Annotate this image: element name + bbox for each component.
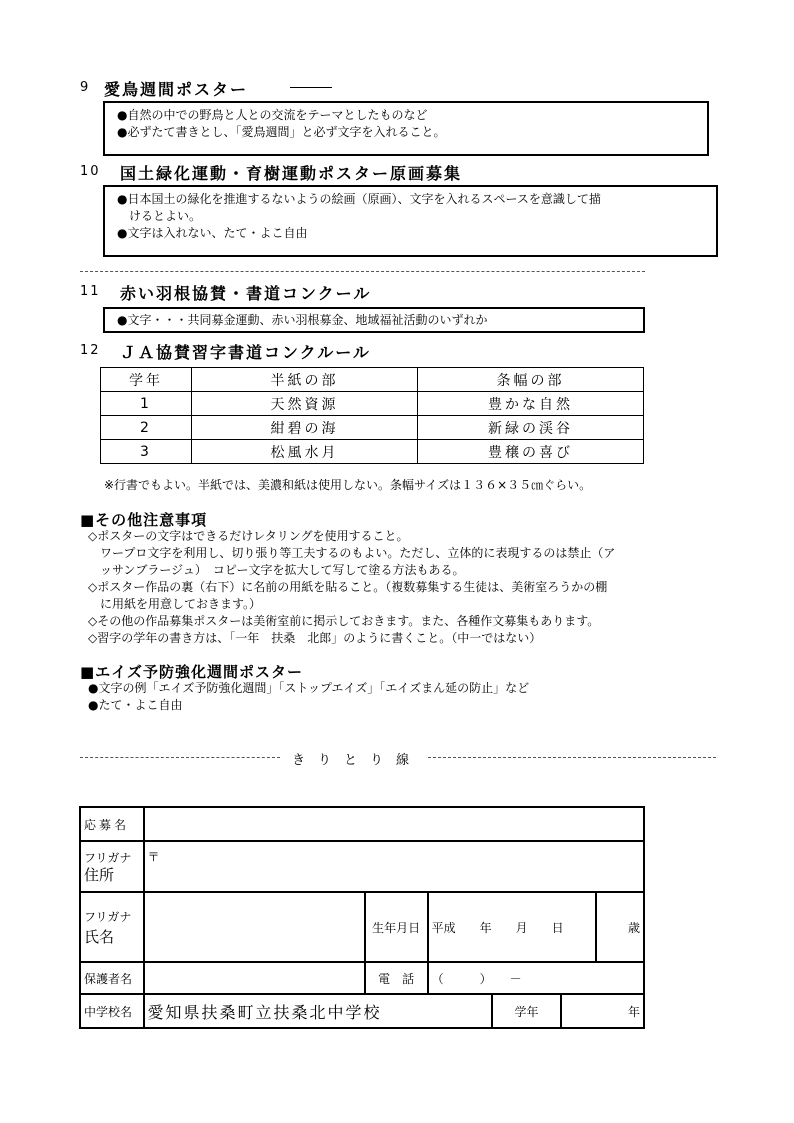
aids-list bbox=[88, 680, 529, 714]
section-10-title: 国土緑化運動・育樹運動ポスター原画募集 bbox=[120, 164, 463, 183]
table-row bbox=[101, 392, 644, 416]
aids-line: ●文字の例「エイズ予防強化週間」「ストップエイズ」「エイズまん延の防止」など bbox=[88, 681, 530, 695]
grade-label: 学年 bbox=[492, 994, 562, 1028]
furigana-label: フリガナ bbox=[84, 850, 132, 865]
other-notes-list bbox=[88, 528, 615, 647]
section-12-title: ＪＡ協賛習字書道コンクルール bbox=[120, 343, 371, 362]
applicant-label: 応募名 bbox=[80, 807, 144, 841]
section-11-title: 赤い羽根協賛・書道コンクール bbox=[120, 284, 372, 303]
section-9-item: ●必ずたて書きとし、「愛鳥週間」と必ず文字を入れること。 bbox=[117, 125, 446, 139]
name-field[interactable] bbox=[144, 892, 365, 962]
grade-field[interactable] bbox=[561, 994, 644, 1028]
guardian-label: 保護者名 bbox=[80, 962, 144, 994]
address-label: 住所 bbox=[84, 865, 115, 884]
table-cell: 紺碧の海 bbox=[192, 416, 418, 440]
note-line: ◇習字の学年の書き方は、「一年 扶桑 北郎」のように書くこと。（中一ではない） bbox=[88, 631, 542, 645]
cut-line-label: き り と り 線 bbox=[292, 753, 410, 768]
address-label-cell bbox=[80, 841, 144, 892]
table-header-row bbox=[101, 368, 644, 392]
table-cell: 新緑の渓谷 bbox=[418, 416, 644, 440]
phone-field[interactable]: （ ） － bbox=[428, 962, 644, 994]
section-9-box bbox=[103, 101, 709, 156]
note-line: ワープロ文字を利用し、切り張り等工夫するのもよい。ただし、立体的に表現するのは禁止（ア bbox=[88, 546, 616, 560]
section-9-title: 愛鳥週間ポスター bbox=[104, 80, 249, 99]
note-line: ◇ポスターの文字はできるだけレタリングを使用すること。 bbox=[88, 529, 409, 543]
note-line: に用紙を用意しておきます。） bbox=[88, 597, 262, 611]
section-11-box bbox=[103, 307, 645, 333]
table-header: 半紙の部 bbox=[192, 368, 418, 392]
section-11-number: 11 bbox=[80, 284, 101, 299]
furigana-label: フリガナ bbox=[84, 910, 132, 924]
table-row bbox=[101, 440, 644, 464]
section-10-box bbox=[103, 185, 718, 257]
table-cell: 2 bbox=[101, 416, 192, 440]
table-cell: 3 bbox=[101, 440, 192, 464]
divider bbox=[80, 271, 645, 272]
note-line: ッサンブラージュ） コピー文字を拡大して写して塗る方法もある。 bbox=[88, 563, 465, 577]
table-cell: 天然資源 bbox=[192, 392, 418, 416]
birth-field[interactable]: 平成 年 月 日 bbox=[428, 892, 597, 962]
name-label: 氏名 bbox=[84, 928, 115, 946]
section-11-item: ●文字・・・共同募金運動、赤い羽根募金、地域福祉活動のいずれか bbox=[117, 313, 488, 327]
guardian-field[interactable] bbox=[144, 962, 365, 994]
birth-label: 生年月日 bbox=[365, 892, 428, 962]
entry-form bbox=[79, 806, 645, 1029]
table-cell: 松風水月 bbox=[192, 440, 418, 464]
table-note: ※行書でもよい。半紙では、美濃和紙は使用しない。条幅サイズは１３６×３５㎝ぐらい。 bbox=[104, 478, 592, 492]
grade-suffix: 年 bbox=[627, 1004, 640, 1019]
cut-line-left bbox=[80, 757, 280, 758]
name-label-cell bbox=[80, 892, 144, 962]
aids-title: ■エイズ予防強化週間ポスター bbox=[80, 663, 304, 681]
other-notes-title: ■その他注意事項 bbox=[80, 511, 208, 529]
age-label: 歳 bbox=[627, 920, 640, 935]
table-cell: 豊穣の喜び bbox=[418, 440, 644, 464]
note-line: ◇ポスター作品の裏（右下）に名前の用紙を貼ること。（複数募集する生徒は、美術室ろうかの棚 bbox=[88, 580, 608, 594]
section-10-number: 10 bbox=[80, 164, 101, 179]
section-9-item: ●自然の中での野鳥と人との交流をテーマとしたものなど bbox=[117, 108, 428, 122]
section-9-number: 9 bbox=[80, 80, 91, 95]
age-field[interactable] bbox=[596, 892, 644, 962]
section-10-item: ●日本国土の緑化を推進するないようの絵画（原画）、文字を入れるスペースを意識して描 bbox=[117, 192, 601, 206]
applicant-field[interactable] bbox=[144, 807, 644, 841]
phone-label: 電 話 bbox=[365, 962, 428, 994]
table-cell: 豊かな自然 bbox=[418, 392, 644, 416]
school-label: 中学校名 bbox=[80, 994, 144, 1028]
table-header: 学年 bbox=[101, 368, 192, 392]
postal-mark: 〒 bbox=[147, 850, 160, 864]
section-10-item: ●文字は入れない、たて・よこ自由 bbox=[117, 226, 308, 240]
table-cell: 1 bbox=[101, 392, 192, 416]
table-row bbox=[101, 416, 644, 440]
address-field[interactable] bbox=[144, 841, 644, 892]
title-dash bbox=[290, 87, 332, 88]
cut-line-right bbox=[428, 757, 716, 758]
section-10-item: けるとよい。 bbox=[117, 209, 202, 223]
table-header: 条幅の部 bbox=[418, 368, 644, 392]
calligraphy-table bbox=[100, 367, 644, 464]
note-line: ◇その他の作品募集ポスターは美術室前に掲示しておきます。また、各種作文募集もあります。 bbox=[88, 614, 600, 628]
school-field: 愛知県扶桑町立扶桑北中学校 bbox=[144, 994, 492, 1028]
section-12-number: 12 bbox=[80, 343, 101, 358]
aids-line: ●たて・よこ自由 bbox=[88, 698, 183, 712]
